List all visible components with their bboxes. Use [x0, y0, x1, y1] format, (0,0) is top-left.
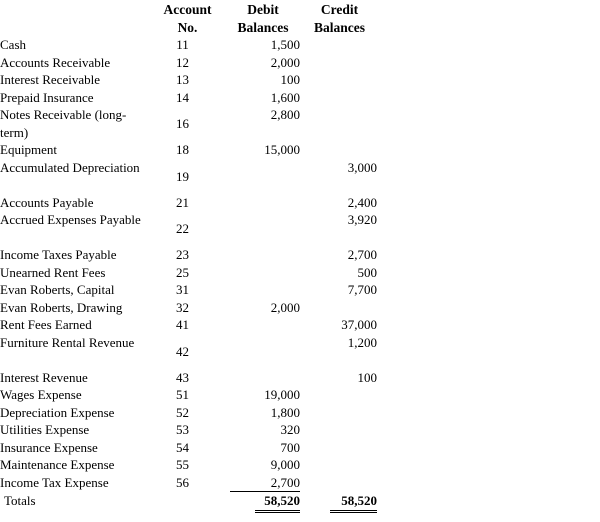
- account-number: 16: [176, 116, 189, 131]
- debit-balance: 2,000: [270, 299, 300, 315]
- debit-balance: 19,000: [264, 387, 300, 402]
- credit-balance: 500: [357, 264, 377, 280]
- account-name: Accrued Expenses Payable: [0, 212, 141, 227]
- table-row: [0, 89, 600, 107]
- credit-balance: 3,000: [347, 159, 377, 175]
- account-number: 52: [176, 404, 189, 420]
- account-name: Furniture Rental Revenue: [0, 334, 135, 350]
- account-name: Evan Roberts, Drawing: [0, 299, 123, 315]
- credit-balance: 2,700: [347, 247, 377, 262]
- account-no-header: Account No.: [163, 2, 212, 35]
- credit-balance: 100: [357, 369, 377, 385]
- account-name: Interest Revenue: [0, 369, 88, 385]
- credit-balance: 1,200: [347, 334, 377, 350]
- account-number: 18: [176, 142, 189, 157]
- table-row: [0, 421, 600, 439]
- account-number: 13: [176, 72, 189, 87]
- debit-balance: 100: [280, 72, 300, 87]
- table-row: [0, 386, 600, 404]
- table-row: [0, 404, 600, 422]
- debit-balance: 2,700: [230, 474, 300, 493]
- debit-balance: 15,000: [264, 142, 300, 157]
- account-number: 42: [176, 343, 189, 359]
- table-row: [0, 474, 600, 492]
- account-name: Accounts Receivable: [0, 54, 111, 70]
- account-number: 21: [176, 194, 189, 210]
- account-number: 32: [176, 299, 189, 315]
- credit-balance: 37,000: [341, 317, 377, 332]
- debit-balance: 700: [280, 439, 300, 455]
- debit-balance: 1,500: [270, 37, 300, 52]
- table-row: [0, 159, 600, 194]
- account-name: Rent Fees Earned: [0, 317, 92, 332]
- debit-header: Debit Balances: [237, 2, 289, 35]
- table-row: [0, 456, 600, 474]
- account-number: 11: [176, 37, 189, 52]
- account-number: 12: [176, 54, 189, 70]
- account-number: 19: [176, 168, 189, 184]
- account-number: 53: [176, 422, 189, 437]
- table-row: [0, 334, 600, 369]
- table-row: [0, 264, 600, 282]
- debit-balance: 9,000: [270, 457, 300, 472]
- account-number: 23: [176, 247, 189, 262]
- table-row: [0, 439, 600, 457]
- account-number: 41: [176, 317, 189, 332]
- account-name: Income Tax Expense: [0, 474, 109, 490]
- account-name: Accumulated Depreciation: [0, 159, 140, 175]
- account-name: Maintenance Expense: [0, 457, 115, 472]
- debit-balance: 2,800: [270, 107, 300, 122]
- total-debit: 58,520: [255, 492, 300, 513]
- account-number: 22: [176, 221, 189, 236]
- credit-balance: 3,920: [347, 212, 377, 227]
- account-number: 51: [176, 387, 189, 402]
- account-name: Notes Receivable (long-term): [0, 107, 127, 140]
- account-name: Income Taxes Payable: [0, 247, 117, 262]
- totals-row: [0, 492, 600, 510]
- table-row: [0, 141, 600, 159]
- account-number: 56: [176, 474, 189, 490]
- account-name: Utilities Expense: [0, 422, 90, 437]
- table-row: [0, 299, 600, 317]
- table-row: [0, 281, 600, 299]
- account-name: Evan Roberts, Capital: [0, 282, 115, 297]
- credit-balance: 2,400: [347, 194, 377, 210]
- table-row: [0, 36, 600, 54]
- account-name: Accounts Payable: [0, 194, 94, 210]
- totals-label: Totals: [4, 493, 36, 508]
- account-number: 14: [176, 89, 189, 105]
- account-name: Interest Receivable: [0, 72, 100, 87]
- debit-balance: 1,600: [270, 89, 300, 105]
- table-row: [0, 369, 600, 387]
- account-name: Depreciation Expense: [0, 404, 115, 420]
- table-row: [0, 71, 600, 89]
- account-name: Equipment: [0, 142, 58, 157]
- account-number: 55: [176, 457, 189, 472]
- account-number: 25: [176, 264, 189, 280]
- debit-balance: 1,800: [270, 404, 300, 420]
- table-row: [0, 54, 600, 72]
- credit-balance: 7,700: [347, 282, 377, 297]
- account-name: Unearned Rent Fees: [0, 264, 106, 280]
- account-number: 31: [176, 282, 189, 297]
- debit-balance: 2,000: [270, 54, 300, 70]
- account-number: 54: [176, 439, 189, 455]
- credit-header: Credit Balances: [313, 2, 365, 35]
- table-row: [0, 211, 600, 246]
- table-row: [0, 246, 600, 264]
- table-row: [0, 106, 600, 141]
- total-credit: 58,520: [330, 492, 377, 513]
- account-name: Cash: [0, 37, 26, 52]
- table-row: [0, 316, 600, 334]
- account-name: Insurance Expense: [0, 439, 98, 455]
- account-name: Prepaid Insurance: [0, 89, 94, 105]
- account-name: Wages Expense: [0, 387, 82, 402]
- account-number: 43: [176, 369, 189, 385]
- debit-balance: 320: [280, 422, 300, 437]
- table-row: [0, 194, 600, 212]
